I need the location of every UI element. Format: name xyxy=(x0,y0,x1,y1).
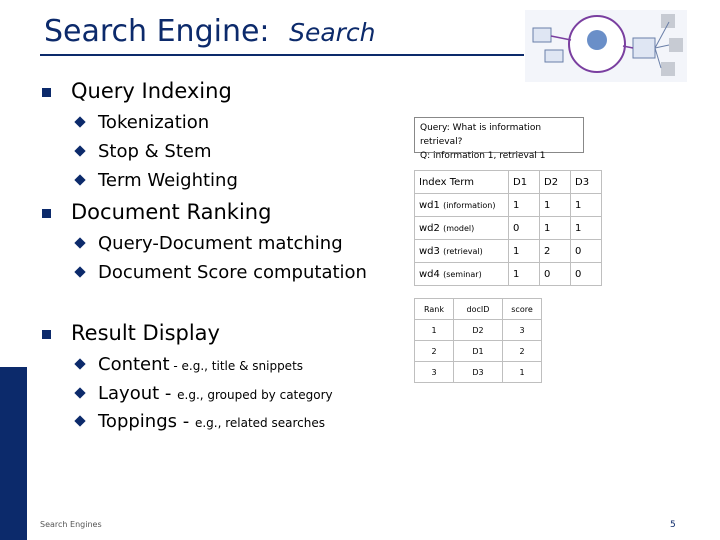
bullet-label: Result Display xyxy=(71,321,220,345)
diamond-bullet-icon xyxy=(74,266,85,277)
sub-bullet-main: Content xyxy=(98,354,170,375)
sub-bullet-label xyxy=(98,411,325,432)
table-header-cell: D1 xyxy=(509,171,540,194)
left-bar-dark xyxy=(0,367,27,540)
square-bullet-icon xyxy=(42,209,51,218)
term-note: (retrieval) xyxy=(443,246,483,256)
diamond-bullet-icon xyxy=(74,237,85,248)
rank-table xyxy=(414,298,542,383)
sub-bullet-label: Term Weighting xyxy=(98,170,238,191)
table-cell: 1 xyxy=(509,263,540,286)
sub-bullet-label xyxy=(98,354,303,375)
table-header-row xyxy=(415,299,542,320)
term-id: wd3 xyxy=(419,245,440,257)
table-cell: 1 xyxy=(415,320,454,341)
table-header-cell: docID xyxy=(454,299,503,320)
diamond-bullet-icon xyxy=(74,415,85,426)
diamond-bullet-icon xyxy=(74,116,85,127)
table-header-cell: D3 xyxy=(571,171,602,194)
term-cell xyxy=(415,217,509,240)
table-cell: D2 xyxy=(454,320,503,341)
sub-bullet-note: - e.g., title & snippets xyxy=(169,359,304,373)
sub-bullet-note: e.g., grouped by category xyxy=(177,388,333,402)
search-engine-diagram-image xyxy=(525,10,687,82)
table-cell: 0 xyxy=(571,263,602,286)
table-cell: 1 xyxy=(509,194,540,217)
page-number: 5 xyxy=(670,520,676,530)
term-document-table xyxy=(414,170,602,286)
diamond-bullet-icon xyxy=(74,174,85,185)
square-bullet-icon xyxy=(42,330,51,339)
table-header-cell: score xyxy=(503,299,542,320)
table-cell: 1 xyxy=(509,240,540,263)
table-row xyxy=(415,263,602,286)
footer-label: Search Engines xyxy=(40,520,102,529)
diamond-bullet-icon xyxy=(74,358,85,369)
table-row xyxy=(415,194,602,217)
query-weights: Q: information 1, retrieval 1 xyxy=(420,151,546,161)
term-id: wd4 xyxy=(419,268,440,280)
table-cell: D1 xyxy=(454,341,503,362)
square-bullet-icon xyxy=(42,88,51,97)
table-row xyxy=(415,362,542,383)
sub-bullet-label: Document Score computation xyxy=(98,262,367,283)
term-id: wd2 xyxy=(419,222,440,234)
term-note: (seminar) xyxy=(443,269,482,279)
title-main: Search Engine: xyxy=(44,14,270,49)
table-cell: 1 xyxy=(503,362,542,383)
table-cell: 2 xyxy=(415,341,454,362)
query-box xyxy=(414,117,584,161)
table-header-cell: Rank xyxy=(415,299,454,320)
sub-bullet-main: Toppings - xyxy=(98,411,195,432)
table-cell: 2 xyxy=(540,240,571,263)
sub-bullet-note: e.g., related searches xyxy=(194,416,325,430)
title-rule xyxy=(40,54,524,56)
page-title xyxy=(44,14,376,49)
sub-bullet-label: Tokenization xyxy=(98,112,210,133)
sub-bullet-label: Stop & Stem xyxy=(98,141,212,162)
term-cell xyxy=(415,263,509,286)
table-cell: 1 xyxy=(571,217,602,240)
query-line: Query: What is information retrieval? xyxy=(420,123,542,147)
sub-bullet-label xyxy=(98,383,333,404)
table-header-cell: D2 xyxy=(540,171,571,194)
sub-bullet-label: Query-Document matching xyxy=(98,233,343,254)
bullet-label: Query Indexing xyxy=(71,79,232,103)
table-cell: 0 xyxy=(540,263,571,286)
sub-bullet-main: Layout - xyxy=(98,383,178,404)
diamond-bullet-icon xyxy=(74,145,85,156)
table-cell: 0 xyxy=(509,217,540,240)
term-id: wd1 xyxy=(419,199,440,211)
title-sub: Search xyxy=(289,18,376,47)
table-row xyxy=(415,341,542,362)
left-bar-light xyxy=(0,0,27,367)
table-header-cell: Index Term xyxy=(415,171,509,194)
diamond-bullet-icon xyxy=(74,387,85,398)
bullet-label: Document Ranking xyxy=(71,200,272,224)
table-row xyxy=(415,240,602,263)
table-cell: 2 xyxy=(503,341,542,362)
table-row xyxy=(415,217,602,240)
table-cell: 3 xyxy=(503,320,542,341)
table-cell: D3 xyxy=(454,362,503,383)
table-cell: 0 xyxy=(571,240,602,263)
term-note: (model) xyxy=(443,223,475,233)
table-cell: 3 xyxy=(415,362,454,383)
term-cell xyxy=(415,240,509,263)
table-row xyxy=(415,320,542,341)
table-cell: 1 xyxy=(571,194,602,217)
term-note: (information) xyxy=(443,200,496,210)
table-header-row xyxy=(415,171,602,194)
table-cell: 1 xyxy=(540,217,571,240)
term-cell xyxy=(415,194,509,217)
table-cell: 1 xyxy=(540,194,571,217)
